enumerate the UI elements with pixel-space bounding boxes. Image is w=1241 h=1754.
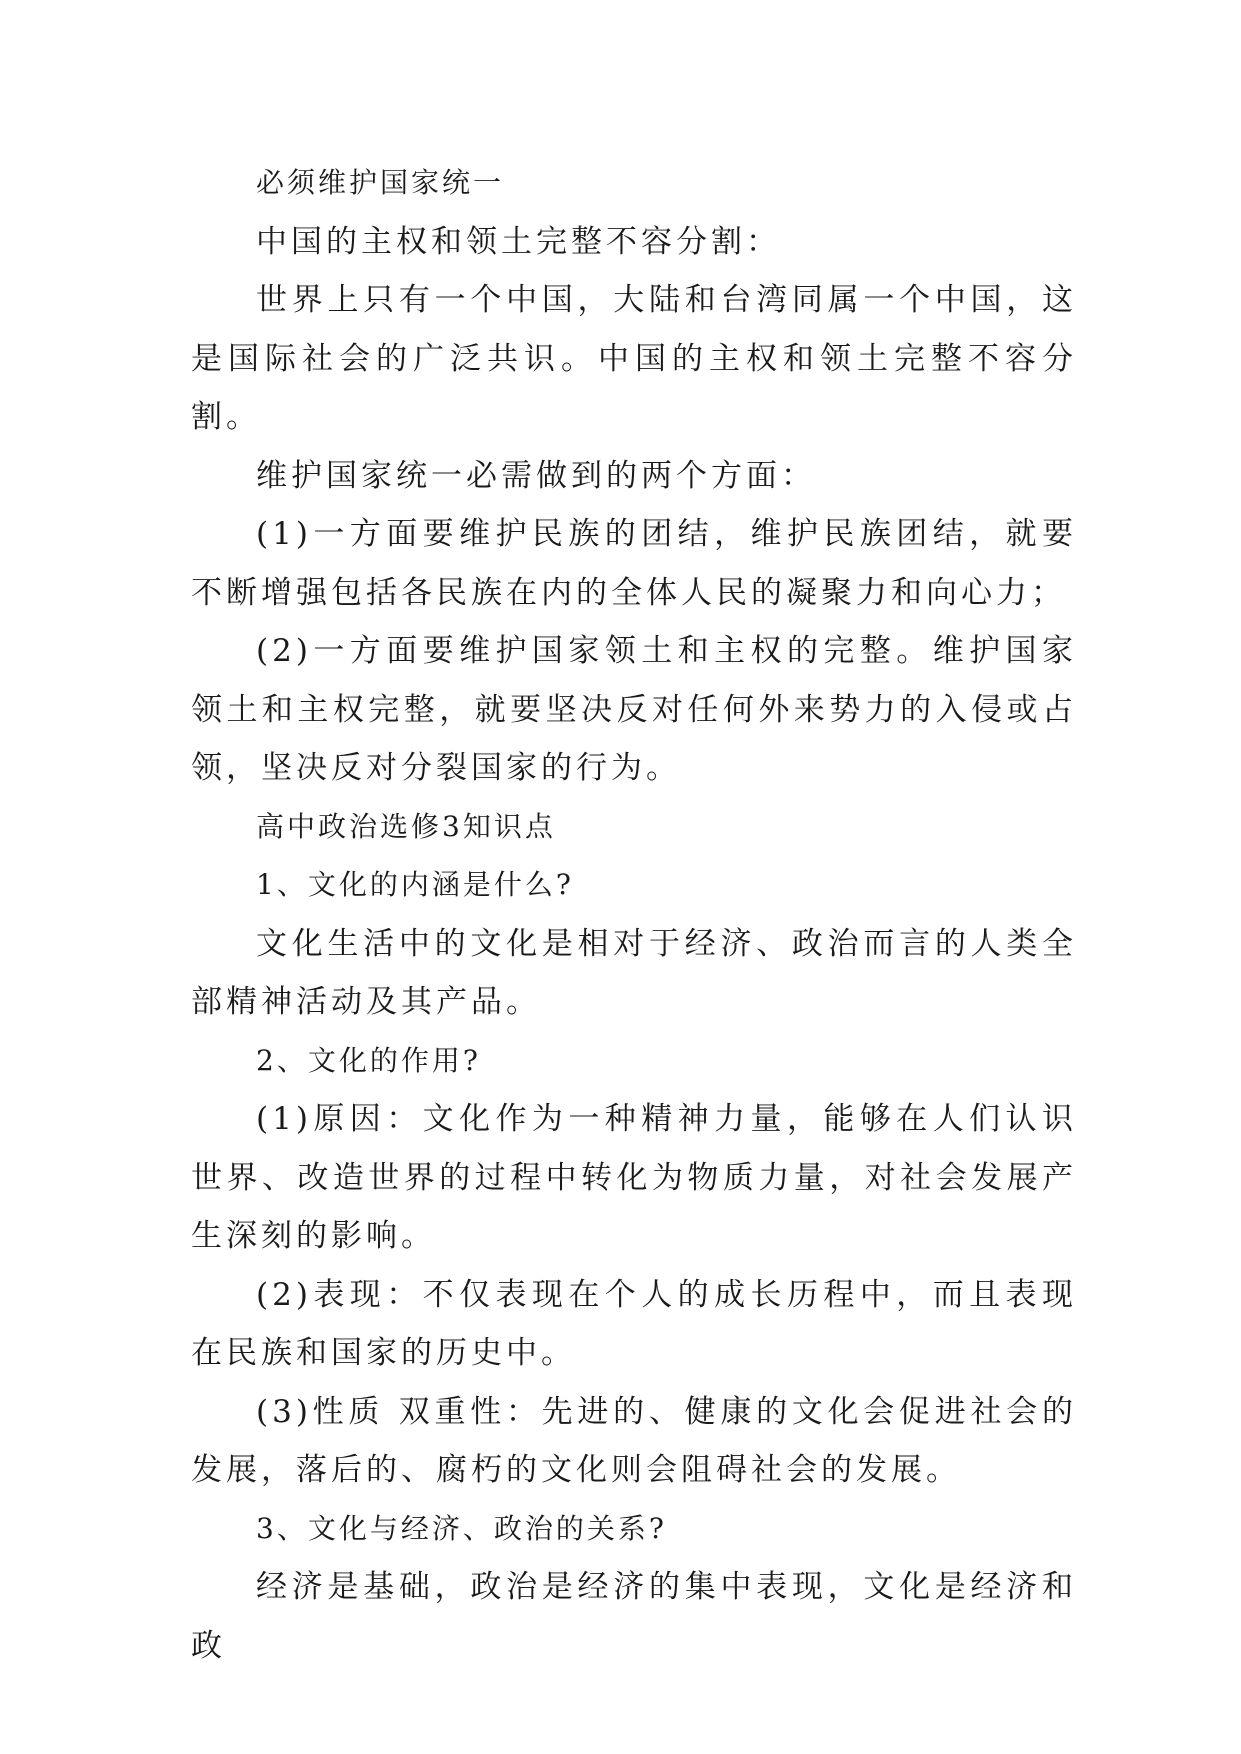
heading-knowledge-points: 高中政治选修3知识点 <box>256 809 556 843</box>
paragraph-two-aspects: 维护国家统一必需做到的两个方面： <box>256 457 816 494</box>
question-2: 2、文化的作用? <box>256 1043 481 1077</box>
paragraph-economy-politics: 经济是基础，政治是经济的集中表现，文化是经济和政 <box>191 1569 1077 1664</box>
paragraph-sovereignty-title: 中国的主权和领土完整不容分割： <box>256 223 781 260</box>
paragraph-aspect-1: (1)一方面要维护民族的团结，维护民族团结，就要不断增强包括各民族在内的全体人民的凝聚力和向心力； <box>191 516 1077 611</box>
paragraph-cause: (1)原因：文化作为一种精神力量，能够在人们认识世界、改造世界的过程中转化为物质力量，对社会发展产生深刻的影响。 <box>191 1101 1077 1254</box>
paragraph-manifestation: (2)表现：不仅表现在个人的成长历程中，而且表现在民族和国家的历史中。 <box>191 1276 1077 1371</box>
paragraph-culture-definition: 文化生活中的文化是相对于经济、政治而言的人类全部精神活动及其产品。 <box>191 925 1077 1020</box>
paragraph-aspect-2: (2)一方面要维护国家领土和主权的完整。维护国家领土和主权完整，就要坚决反对任何外来势力的入侵或占领，坚决反对分裂国家的行为。 <box>191 633 1077 786</box>
document-body <box>191 154 1077 1675</box>
heading-maintain-unity: 必须维护国家统一 <box>256 166 505 199</box>
paragraph-nature: (3)性质 双重性：先进的、健康的文化会促进社会的发展，落后的、腐朽的文化则会阻碍社会的发展。 <box>191 1393 1077 1488</box>
paragraph-one-china: 世界上只有一个中国，大陆和台湾同属一个中国，这是国际社会的广泛共识。中国的主权和领土完整不容分割。 <box>191 282 1077 435</box>
question-3: 3、文化与经济、政治的关系? <box>256 1511 667 1545</box>
question-1: 1、文化的内涵是什么? <box>256 868 574 901</box>
